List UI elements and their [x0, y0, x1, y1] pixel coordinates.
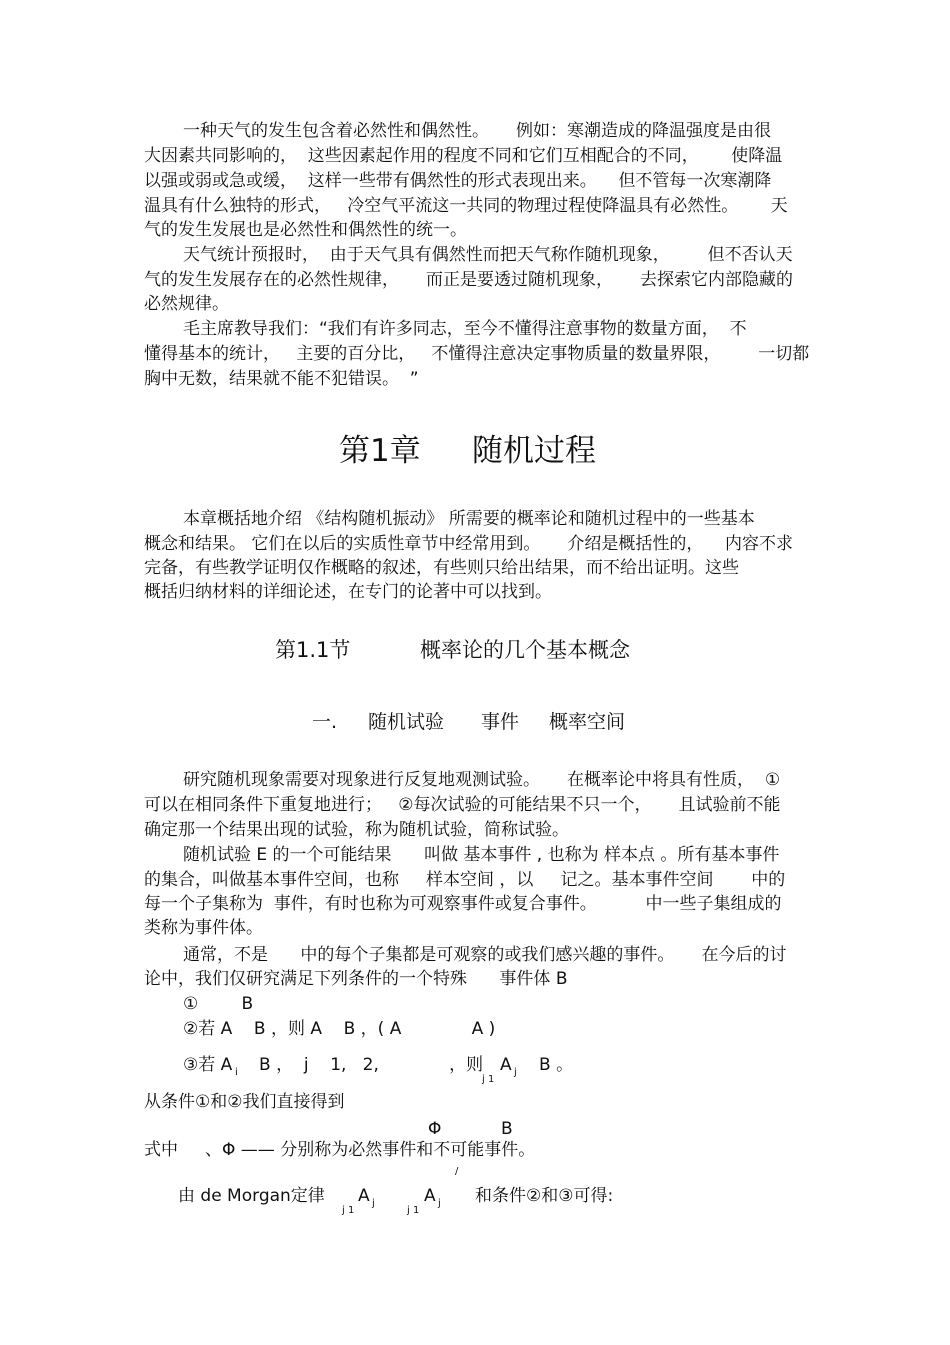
body-p1-line3: 确定那一个结果出现的试验，称为随机试验，简称试验。: [144, 820, 569, 840]
chapter-number: 第1章: [339, 433, 421, 469]
intro-p2-line3: 必然规律。: [144, 294, 229, 314]
condition-3-union-a: A: [500, 1055, 512, 1075]
body-p3-line2: 论中，我们仅研究满足下列条件的一个特殊 事件体 B: [144, 969, 568, 989]
formula-b: B: [501, 1119, 513, 1139]
intro-p2-line2: 气的发生发展存在的必然性规律， 而正是要透过随机现象， 去探索它内部隐藏的: [144, 270, 794, 290]
intro-p3-line2: 懂得基本的统计， 主要的百分比， 不懂得注意决定事物质量的数量界限， 一切都: [144, 344, 810, 364]
body-p2-line2: 的集合，叫做基本事件空间，也称 样本空间 ，以 记之。基本事件空间 中的: [144, 870, 786, 890]
formula-mark: /: [455, 1166, 459, 1177]
demorgan-j-2: j: [438, 1198, 441, 1209]
condition-3-part-d: B 。: [539, 1055, 574, 1075]
formula-phi: Φ: [428, 1119, 442, 1139]
intro-p1-line5: 气的发生发展也是必然性和偶然性的统一。: [144, 220, 467, 240]
demorgan-subscript-2: j 1: [407, 1205, 420, 1216]
chapter-intro-line3: 完备，有些教学证明仅作概略的叙述，有些则只给出结果，而不给出证明。这些: [144, 558, 739, 578]
chapter-intro-line4: 概括归纳材料的详细论述，在专门的论著中可以找到。: [144, 582, 552, 602]
chapter-intro-line2: 概念和结果。 它们在以后的实质性章节中经常用到。 介绍是概括性的， 内容不求: [144, 534, 794, 554]
section-number: 第1.1节: [275, 638, 351, 662]
condition-3-part-b: B ， j 1, 2, ，则: [259, 1055, 484, 1075]
section-title: 概率论的几个基本概念: [420, 638, 630, 662]
body-p2-line3: 每一个子集称为 事件，有时也称为可观察事件或复合事件。 中一些子集组成的: [144, 894, 782, 914]
intro-p1-line3: 以强或弱或急或缓， 这样一些带有偶然性的形式表现出来。 但不管每一次寒潮降: [144, 171, 772, 191]
condition-3-subscript-j: j: [514, 1067, 517, 1078]
condition-2: ②若 A B ，则 A B ，( A A ): [183, 1019, 496, 1039]
chapter-intro-line1: 本章概括地介绍 《结构随机振动》 所需要的概率论和随机过程中的一些基本: [183, 509, 755, 529]
demorgan-A-2: A: [424, 1186, 436, 1206]
subsection-title-3: 概率空间: [549, 711, 626, 733]
intro-p1-line1: 一种天气的发生包含着必然性和偶然性。 例如：寒潮造成的降温强度是由很: [183, 121, 772, 141]
intro-p3-line1: 毛主席教导我们：“我们有许多同志，至今不懂得注意事物的数量方面， 不: [183, 319, 747, 339]
subsection-title-2: 事件: [481, 711, 520, 733]
demorgan-j-1: j: [372, 1198, 375, 1209]
condition-3-subscript-j1: j 1: [482, 1074, 495, 1085]
intro-p3-line3: 胸中无数，结果就不能不犯错误。 ”: [144, 369, 419, 389]
demorgan-text: 由 de Morgan定律: [178, 1186, 325, 1206]
body-p2-line4: 类称为事件体。: [144, 918, 263, 938]
condition-1: ① B: [183, 994, 254, 1014]
chapter-title: 随机过程: [472, 433, 596, 469]
body-p2-line1: 随机试验 E 的一个可能结果 叫做 基本事件 , 也称为 样本点 。所有基本事件: [183, 845, 780, 865]
derive-text: 从条件①和②我们直接得到: [144, 1092, 345, 1112]
subsection-title-1: 随机试验: [368, 711, 445, 733]
intro-p1-line2: 大因素共同影响的， 这些因素起作用的程度不同和它们互相配合的不同， 使降温: [144, 146, 783, 166]
intro-p2-line1: 天气统计预报时， 由于天气具有偶然性而把天气称作随机现象， 但不否认天: [183, 245, 793, 265]
condition-3-subscript-i: i: [235, 1067, 238, 1078]
body-p3-line1: 通常，不是 中的每个子集都是可观察的或我们感兴趣的事件。 在今后的讨: [183, 945, 787, 965]
body-p1-line1: 研究随机现象需要对现象进行反复地观测试验。 在概率论中将具有性质， ①: [183, 770, 781, 790]
demorgan-A-1: A: [358, 1186, 370, 1206]
demorgan-conclusion: 和条件②和③可得:: [475, 1186, 614, 1206]
demorgan-subscript-1: j 1: [342, 1205, 355, 1216]
intro-p1-line4: 温具有什么独特的形式， 冷空气平流这一共同的物理过程使降温具有必然性。 天: [144, 196, 788, 216]
condition-3-part-a: ③若 A: [183, 1055, 233, 1075]
subsection-number: 一.: [312, 711, 338, 733]
note-text: 式中 、Φ —— 分别称为必然事件和不可能事件。: [144, 1140, 536, 1160]
body-p1-line2: 可以在相同条件下重复地进行； ②每次试验的可能结果不只一个， 且试验前不能: [144, 795, 781, 815]
